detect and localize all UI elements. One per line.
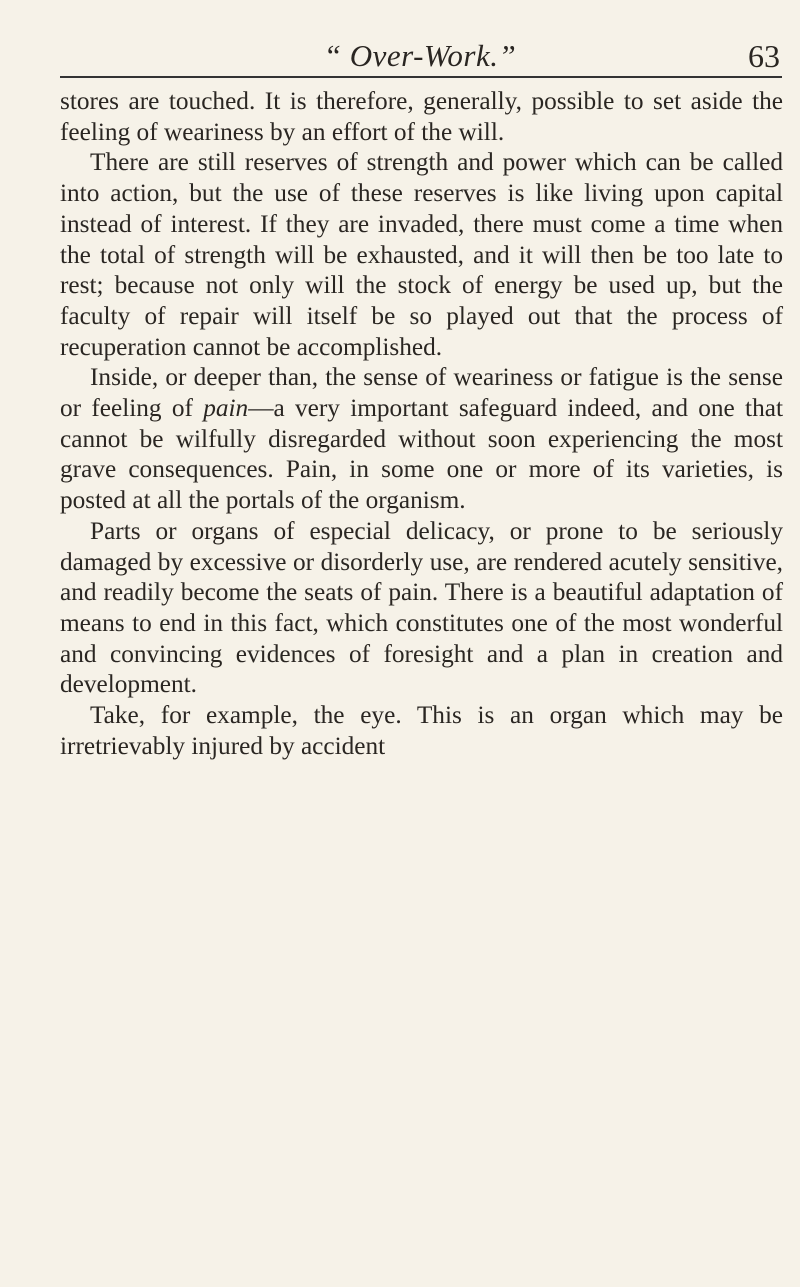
running-head	[60, 22, 780, 72]
paragraph-4: Parts or organs of especial delicacy, or prone to be seriously damaged by excessive or disorderly use, are rendered acutely sensitive, and readily become the seats of pain. There is a beautiful adaptation of means to end in this fact, which constitutes one of the most wonderful and convincing evidences of foresight and a plan in creation and development.	[60, 516, 783, 699]
running-title: “ Over-Work.”	[323, 38, 517, 73]
paragraph-2: There are still reserves of strength and power which can be called into action, but the use of these reserves is like living upon capital instead of interest. If they are invaded, there must come a time when the total of strength will be exhausted, and it will then be too late to rest; because not only will the stock of energy be used up, but the faculty of repair will itself be so played out that the process of recuperation cannot be accomplished.	[60, 148, 783, 361]
paragraph-3-emphasis: pain	[203, 394, 249, 423]
paragraph-1: stores are touched. It is therefore, generally, possible to set aside the feeling of weariness by an effort of the will.	[60, 87, 783, 146]
page-number: 63	[748, 38, 780, 74]
body-text	[60, 86, 783, 761]
paragraph-3	[60, 362, 783, 516]
paragraph-3-after: —a very important safeguard indeed, and one that cannot be wilfully disregarded without soon experiencing the most grave consequences. Pain, in some one or more of its varieties, is posted at all the portals of the organism.	[60, 394, 783, 515]
header-rule	[60, 76, 782, 78]
paragraph-5: Take, for example, the eye. This is an organ which may be irretrievably injured by accident	[60, 701, 783, 760]
paragraph-3-before: Inside, or deeper than, the sense of weariness or fatigue is the sense or feeling of	[60, 363, 783, 423]
